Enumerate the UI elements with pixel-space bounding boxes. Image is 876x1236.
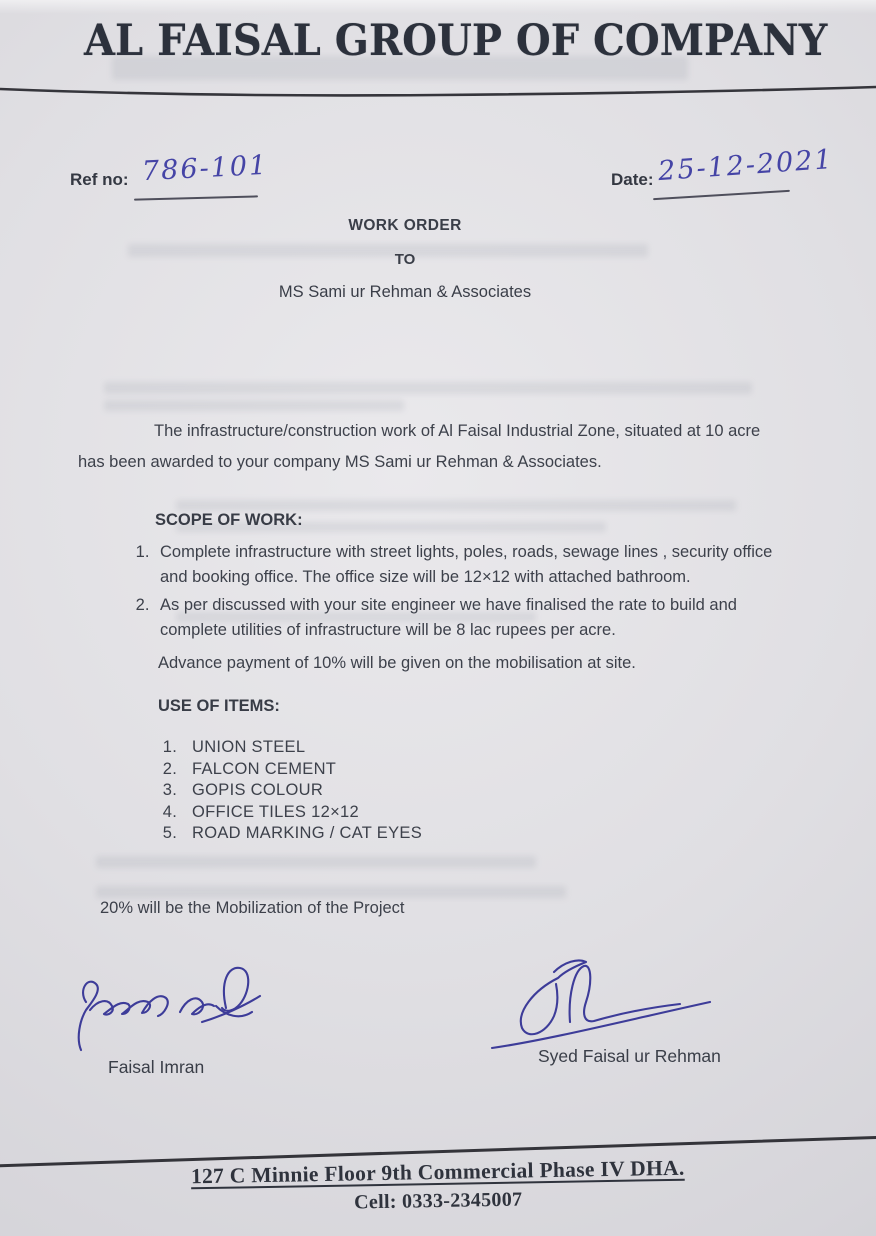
- item: 3. GOPIS COLOUR: [182, 780, 422, 802]
- ref-label: Ref no:: [70, 170, 129, 189]
- company-name: AL FAISAL GROUP OF COMPANY: [84, 16, 828, 66]
- item: 2. FALCON CEMENT: [182, 759, 422, 781]
- scope-item: 1. Complete infrastructure with street lights, poles, roads, sewage lines , security office and booking office. The office size will be 12×12 with attached bathroom.: [154, 540, 794, 590]
- document-title: WORK ORDER: [348, 217, 462, 234]
- date-value-handwritten: 25-12-2021: [657, 143, 835, 188]
- footer-cell: Cell: 0333-2345007: [353, 1188, 523, 1214]
- bleed-through-band: [176, 500, 736, 511]
- item: 4. OFFICE TILES 12×12: [182, 802, 422, 824]
- ref-value-handwritten: 786-101: [141, 149, 269, 188]
- bleed-through-band: [96, 886, 566, 898]
- mobilization-note: 20% will be the Mobilization of the Project: [100, 899, 405, 917]
- footer-address: 127 C Minnie Floor 9th Commercial Phase IV DHA.: [190, 1155, 685, 1189]
- signature-faisal-imran-ink: [68, 958, 268, 1058]
- scope-heading: SCOPE OF WORK:: [155, 511, 303, 529]
- bleed-through-band: [104, 400, 404, 411]
- scope-item: 2. As per discussed with your site engineer we have finalised the rate to build and complete utilities of infrastructure will be 8 lac rupees per acre.: [154, 593, 794, 643]
- header-rule: [0, 84, 876, 98]
- intro-paragraph: The infrastructure/construction work of Al Faisal Industrial Zone, situated at 10 acre has been awarded to your company MS Sami ur Rehman & Associates.: [78, 422, 761, 471]
- bleed-through-band: [104, 382, 752, 394]
- recipient-name: MS Sami ur Rehman & Associates: [278, 283, 532, 301]
- item: 5. ROAD MARKING / CAT EYES: [182, 823, 422, 845]
- signatory-name-left: Faisal Imran: [108, 1057, 205, 1077]
- bleed-through-band: [96, 856, 536, 868]
- to-label: TO: [394, 251, 416, 268]
- items-heading: USE OF ITEMS:: [158, 697, 280, 715]
- date-label: Date:: [611, 170, 654, 189]
- items-list: [132, 737, 422, 845]
- date-underline: [653, 190, 790, 200]
- item: 1. UNION STEEL: [182, 737, 422, 759]
- advance-payment-note: Advance payment of 10% will be given on the mobilisation at site.: [158, 654, 636, 672]
- scope-list: [108, 540, 794, 646]
- ref-underline: [134, 195, 258, 200]
- signatory-name-right: Syed Faisal ur Rehman: [538, 1046, 721, 1066]
